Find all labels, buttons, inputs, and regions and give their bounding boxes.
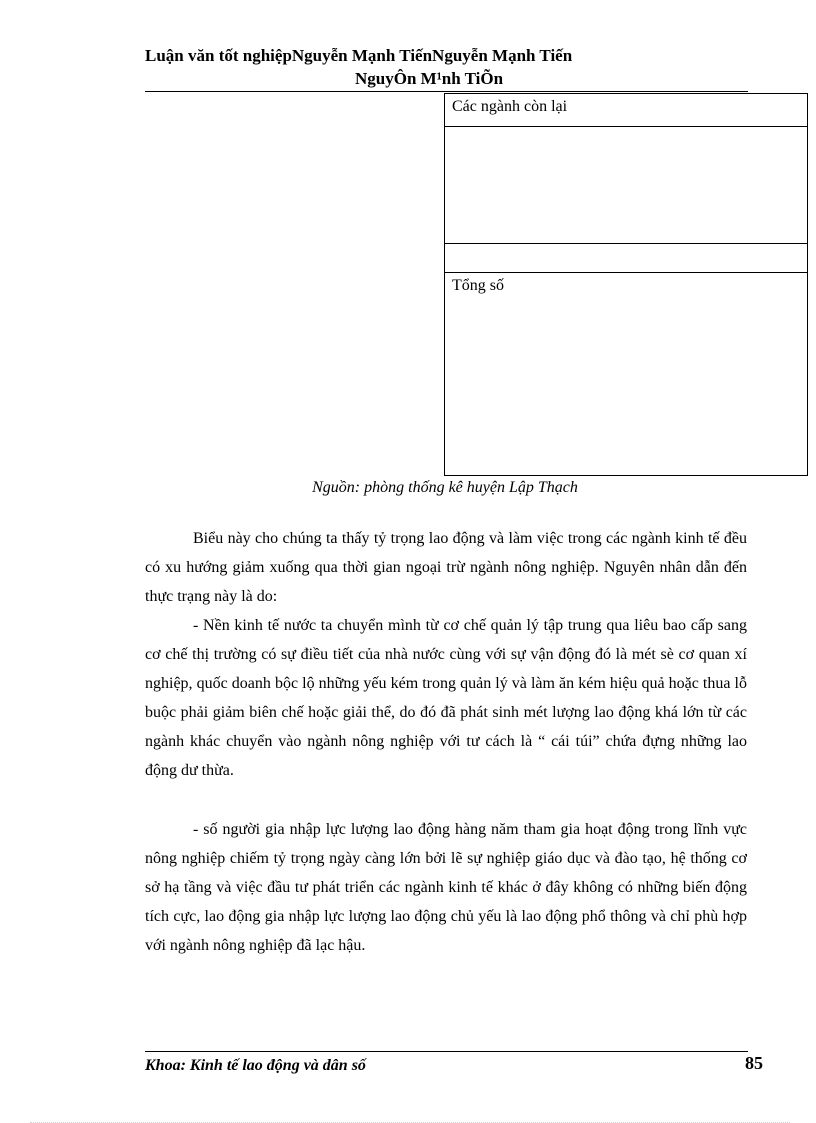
- footer-divider: [145, 1051, 748, 1052]
- body-paragraph: - số người gia nhập lực lượng lao động hàng năm tham gia hoạt động trong lĩnh vực nông nghiệp chiếm tỷ trọng ngày càng lớn bởi lẽ sự nghiệp giáo dục và đào tạo, hệ thống cơ sở hạ tầng và việc đầu tư phát triển các ngành kinh tế khác ở đây không có những biến động tích cực, lao động gia nhập lực lượng lao động chủ yếu là lao động phổ thông và chỉ phù hợp với ngành nông nghiệp đã lạc hậu.: [145, 821, 747, 954]
- table-source-caption: Nguồn: phòng thống kê huyện Lập Thạch: [312, 479, 578, 496]
- table-cell-empty: [445, 127, 808, 244]
- table-cell-other-sectors: Các ngành còn lại: [445, 94, 808, 127]
- page-number: 85: [745, 1053, 763, 1073]
- header-title: Luận văn tốt nghiệpNguyễn Mạnh TiếnNguyễn Mạnh Tiến: [145, 46, 573, 65]
- table-row: [445, 244, 808, 273]
- table-cell-empty: [445, 244, 808, 273]
- header-author: NguyÔn M¹nh TiÕn: [355, 69, 504, 88]
- table-row: [445, 127, 808, 244]
- header-divider: [145, 91, 748, 92]
- footer-department: Khoa: Kinh tế lao động và dân số: [145, 1057, 366, 1074]
- table-row: [445, 94, 808, 127]
- data-table: [444, 93, 808, 476]
- table-cell-total: Tổng số: [445, 273, 808, 476]
- body-paragraph: - Nền kinh tế nước ta chuyển mình từ cơ chế quản lý tập trung qua liêu bao cấp sang cơ chế thị trường có sự điều tiết của nhà nước cùng với sự vận động đó là mét sè cơ quan xí nghiệp, quốc doanh bộc lộ những yếu kém trong quản lý và làm ăn kém hiệu quả hoặc thua lỗ buộc phải giảm biên chế hoặc giải thể, do đó đã phát sinh mét lượng lao động khá lớn từ các ngành khác chuyển vào ngành nông nghiệp với tư cách là “ cái túi” chứa đựng những lao động dư thừa.: [145, 617, 747, 779]
- table-row: [445, 273, 808, 476]
- body-paragraph: Biểu này cho chúng ta thấy tỷ trọng lao động và làm việc trong các ngành kinh tế đều có xu hướng giảm xuống qua thời gian ngoại trừ ngành nông nghiệp. Nguyên nhân dẫn đến thực trạng này là do:: [145, 530, 747, 605]
